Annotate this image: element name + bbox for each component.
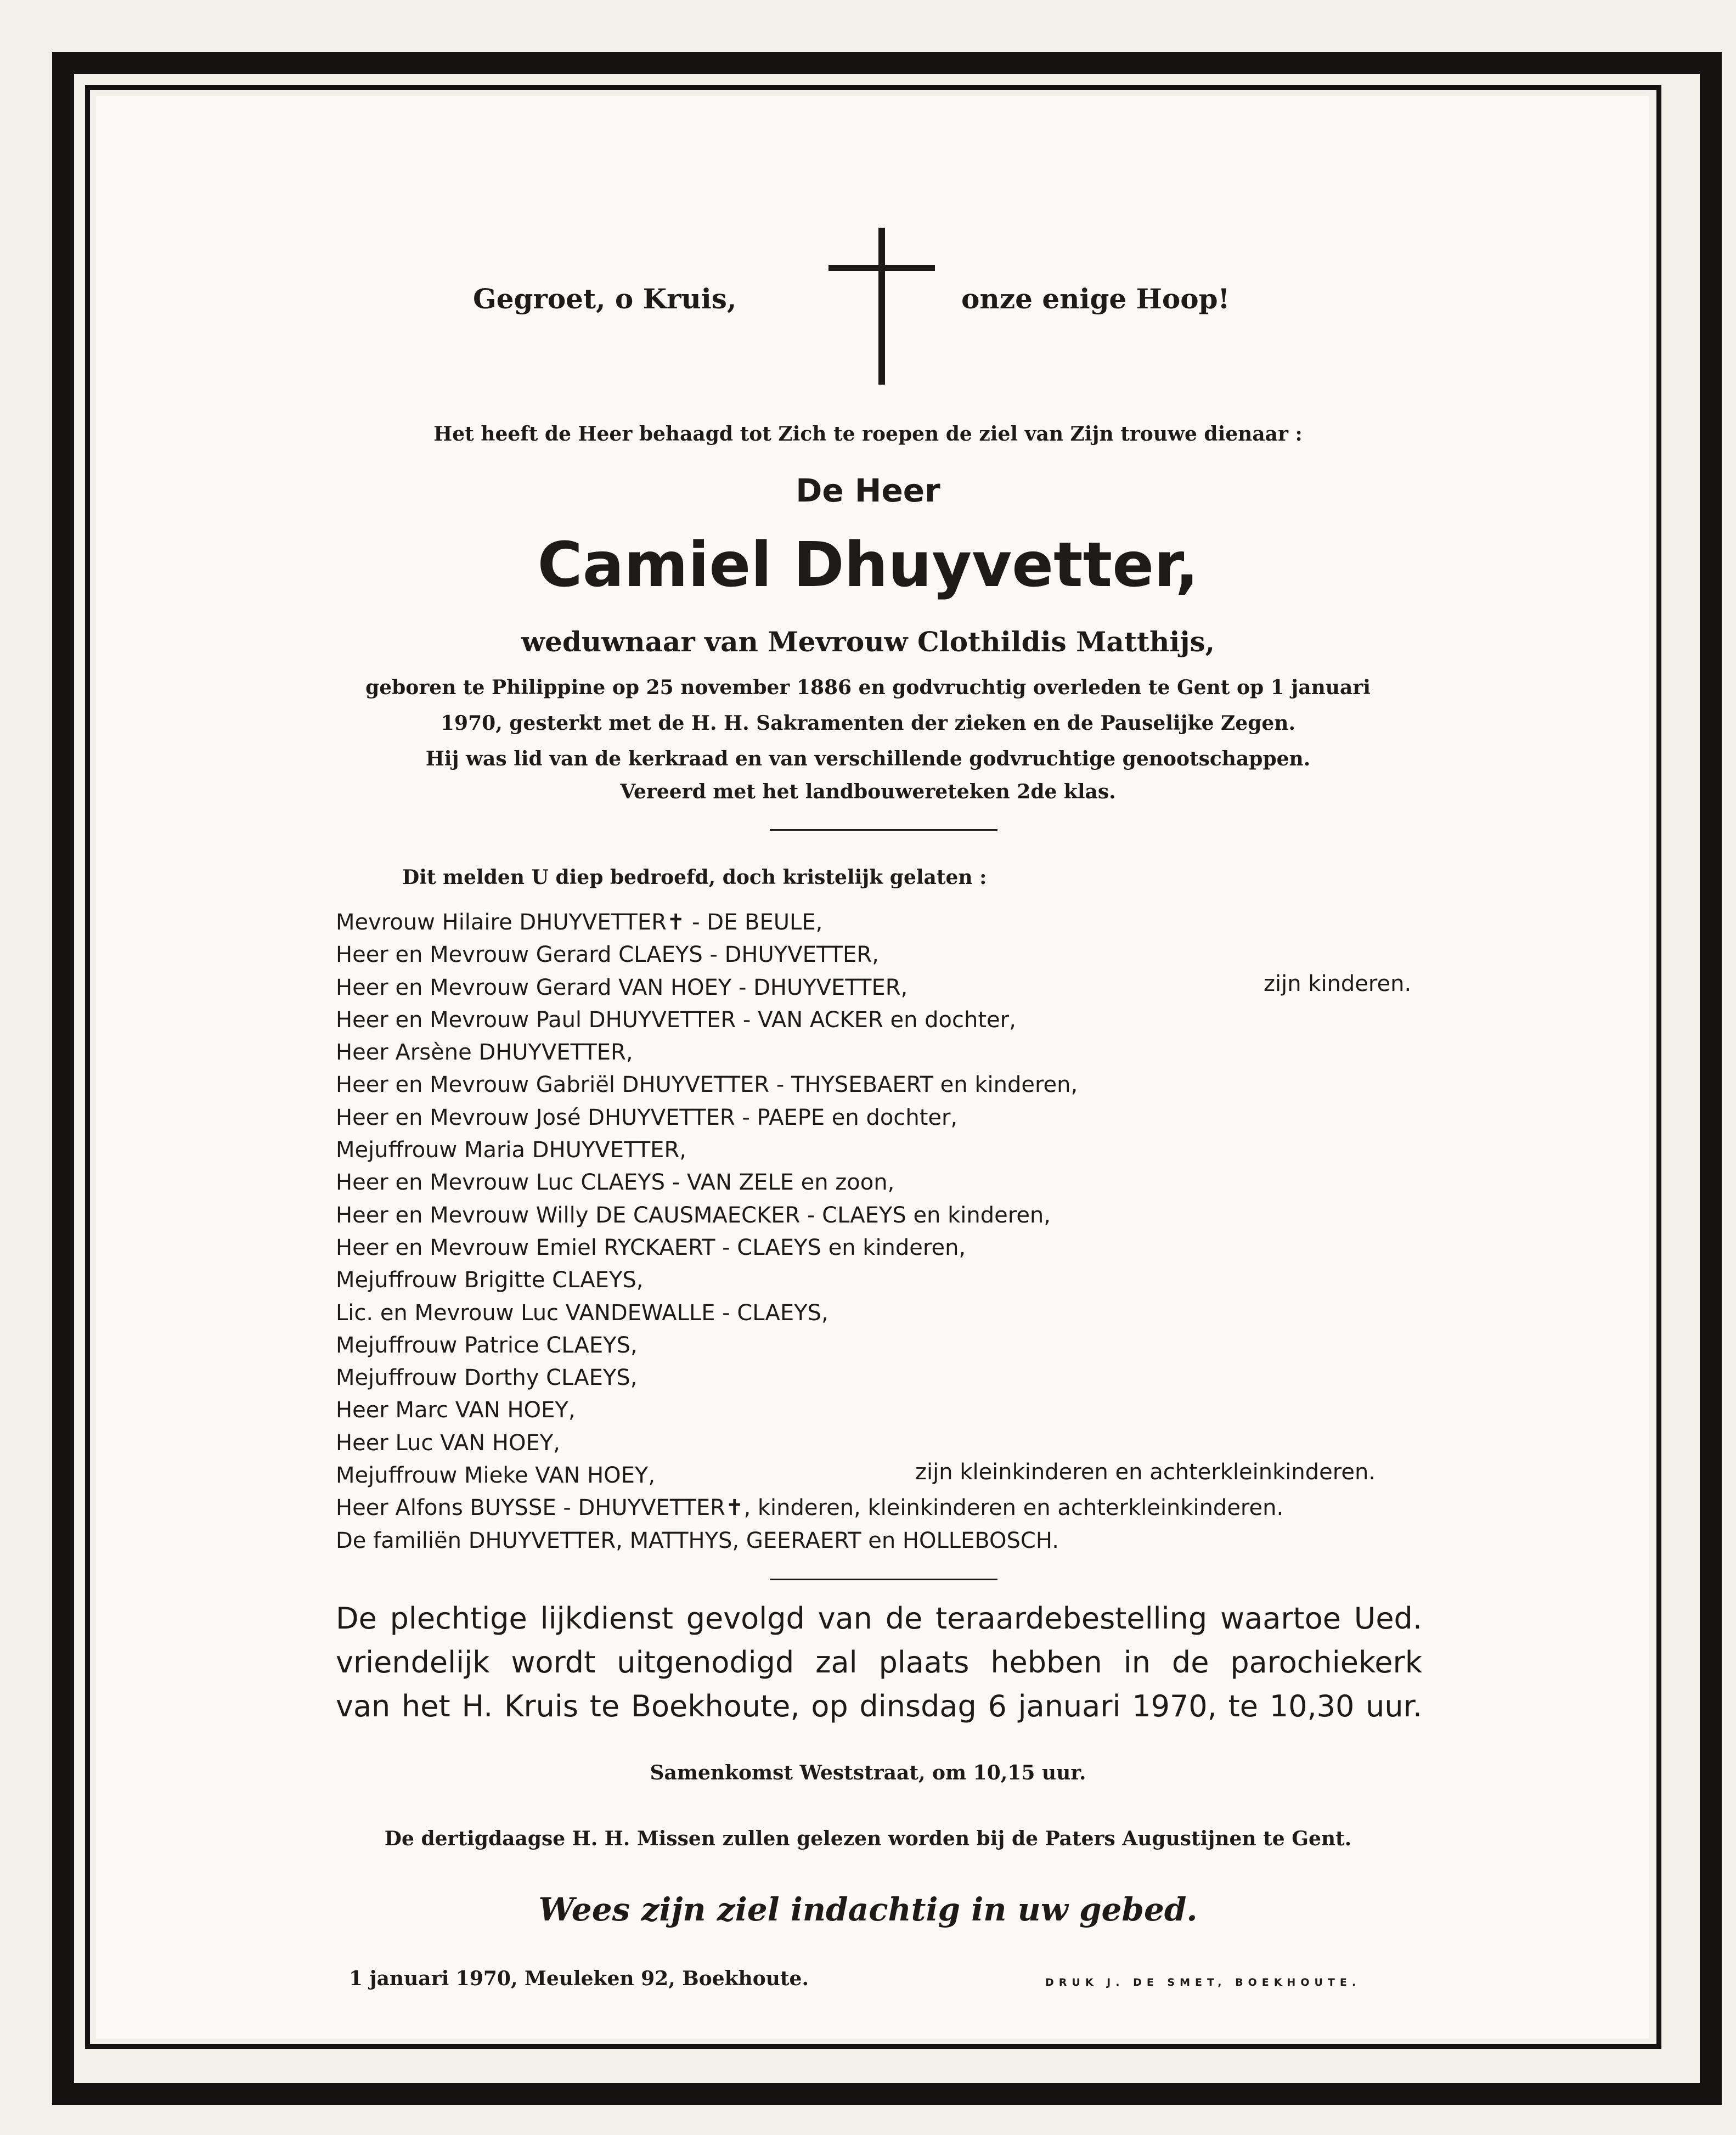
title: De Heer: [796, 472, 940, 509]
divider: [770, 1579, 997, 1580]
service-line-2: vriendelijk wordt uitgenodigd zal plaats hebben in de parochiekerk: [336, 1645, 1422, 1680]
deceased-name: Camiel Dhuyvetter,: [537, 529, 1199, 601]
family-member: Heer en Mevrouw Gerard VAN HOEY - DHUYVETTER,: [336, 974, 908, 1000]
family-member: Mevrouw Hilaire DHUYVETTER✝ - DE BEULE,: [336, 910, 823, 935]
footer-place-date: 1 januari 1970, Meuleken 92, Boekhoute.: [349, 1967, 809, 1990]
family-member: Heer Arsène DHUYVETTER,: [336, 1040, 633, 1066]
family-member: Lic. en Mevrouw Luc VANDEWALLE - CLAEYS,: [336, 1300, 828, 1326]
family-member: Heer en Mevrouw Luc CLAEYS - VAN ZELE en zoon,: [336, 1170, 895, 1196]
family-member: Heer en Mevrouw Gabriël DHUYVETTER - THYSEBAERT en kinderen,: [336, 1072, 1078, 1098]
masses-line: De dertigdaagse H. H. Missen zullen gelezen worden bij de Paters Augustijnen te Gent.: [384, 1827, 1352, 1850]
family-member: Heer Luc VAN HOEY,: [336, 1430, 560, 1456]
heading-left: Gegroet, o Kruis,: [473, 283, 737, 315]
detail-line-3: Hij was lid van de kerkraad en van verschillende godvruchtige genootschappen.: [425, 747, 1311, 770]
intro-line: Het heeft de Heer behaagd tot Zich te roepen de ziel van Zijn trouwe dienaar :: [433, 423, 1303, 446]
family-member: Heer Marc VAN HOEY,: [336, 1398, 576, 1423]
family-member: Mejuffrouw Patrice CLAEYS,: [336, 1332, 638, 1358]
detail-line-1: geboren te Philippine op 25 november 1886 en godvruchtig overleden te Gent op 1 januari: [365, 676, 1371, 699]
footer-printer: DRUK J. DE SMET, BOEKHOUTE.: [1045, 1976, 1361, 1988]
prayer-line: Wees zijn ziel indachtig in uw gebed.: [538, 1891, 1198, 1928]
family-member: Mejuffrouw Brigitte CLAEYS,: [336, 1268, 644, 1293]
gathering-line: Samenkomst Weststraat, om 10,15 uur.: [650, 1761, 1086, 1784]
heading-right: onze enige Hoop!: [961, 283, 1230, 315]
family-member: Heer en Mevrouw Willy DE CAUSMAECKER - CLAEYS en kinderen,: [336, 1202, 1051, 1228]
family-member: Heer en Mevrouw Paul DHUYVETTER - VAN ACKER en dochter,: [336, 1007, 1016, 1033]
detail-line-2: 1970, gesterkt met de H. H. Sakramenten der zieken en de Pauselijke Zegen.: [441, 712, 1295, 735]
service-line-1: De plechtige lijkdienst gevolgd van de teraardebestelling waartoe Ued.: [336, 1601, 1422, 1636]
family-member: De familiën DHUYVETTER, MATTHYS, GEERAERT en HOLLEBOSCH.: [336, 1528, 1059, 1553]
divider: [770, 829, 997, 831]
detail-line-4: Vereerd met het landbouwereteken 2de klas.: [620, 780, 1116, 803]
family-member: Heer en Mevrouw José DHUYVETTER - PAEPE en dochter,: [336, 1105, 958, 1130]
service-line-3: van het H. Kruis te Boekhoute, op dinsdag 6 januari 1970, te 10,30 uur.: [336, 1689, 1422, 1723]
family-member: Mejuffrouw Mieke VAN HOEY,: [336, 1463, 656, 1489]
announce-line: Dit melden U diep bedroefd, doch kristelijk gelaten :: [402, 866, 987, 889]
cross-icon: [878, 228, 885, 385]
family-member: Heer en Mevrouw Emiel RYCKAERT - CLAEYS en kinderen,: [336, 1235, 966, 1260]
family-member: Heer Alfons BUYSSE - DHUYVETTER✝, kinderen, kleinkinderen en achterkleinkinderen.: [336, 1495, 1284, 1521]
widower-line: weduwnaar van Mevrouw Clothildis Matthijs,: [521, 626, 1215, 658]
children-note: zijn kinderen.: [1264, 971, 1412, 996]
family-member: Mejuffrouw Dorthy CLAEYS,: [336, 1365, 638, 1391]
cross-icon-bar: [828, 265, 935, 271]
family-member: Mejuffrouw Maria DHUYVETTER,: [336, 1137, 686, 1163]
family-member: Heer en Mevrouw Gerard CLAEYS - DHUYVETTER,: [336, 942, 879, 968]
grandchildren-note: zijn kleinkinderen en achterkleinkinderen.: [915, 1460, 1376, 1485]
